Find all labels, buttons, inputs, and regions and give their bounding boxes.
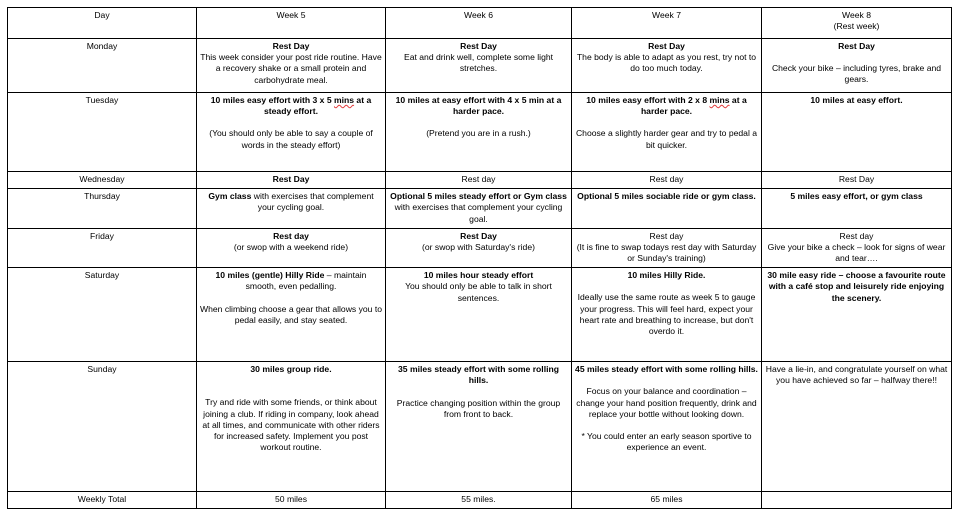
cell-wednesday-week7: Rest day bbox=[572, 172, 762, 189]
row-label-weekly-total: Weekly Total bbox=[8, 492, 197, 509]
row-label-monday: Monday bbox=[8, 39, 197, 93]
cell-friday-week5: Rest day (or swop with a weekend ride) bbox=[197, 228, 386, 268]
table-row-tuesday bbox=[8, 93, 952, 172]
cell-wednesday-week6: Rest day bbox=[386, 172, 572, 189]
cell-tuesday-week6: 10 miles at easy effort with 4 x 5 min at a harder pace. (Pretend you are in a rush.) bbox=[386, 93, 572, 172]
spacer bbox=[200, 375, 382, 386]
spacer bbox=[575, 420, 758, 431]
header-week8 bbox=[762, 8, 952, 39]
row-label-tuesday: Tuesday bbox=[8, 93, 197, 172]
cell-tuesday-week5: 10 miles easy effort with 3 x 5 mins at a steady effort. (You should only be able to say a couple of words in the steady effort) bbox=[197, 93, 386, 172]
spellcheck-word: mins bbox=[333, 95, 355, 105]
table-row-saturday bbox=[8, 268, 952, 362]
table-row-thursday bbox=[8, 189, 952, 229]
cell-saturday-week7: 10 miles Hilly Ride. Ideally use the same route as week 5 to gauge your progress. This will feel hard, expect your heart rate and breathing to increase, but don't overdo it. bbox=[572, 268, 762, 362]
spacer bbox=[389, 387, 568, 398]
cell-total-week8 bbox=[762, 492, 952, 509]
cell-thursday-week7: Optional 5 miles sociable ride or gym class. bbox=[572, 189, 762, 229]
row-label-wednesday: Wednesday bbox=[8, 172, 197, 189]
row-label-thursday: Thursday bbox=[8, 189, 197, 229]
spacer bbox=[575, 375, 758, 386]
row-label-saturday: Saturday bbox=[8, 268, 197, 362]
table-header-row bbox=[8, 8, 952, 39]
table-row-wednesday bbox=[8, 172, 952, 189]
cell-sunday-week5: 30 miles group ride. Try and ride with some friends, or think about joining a club. If riding in company, look ahead at all times, and communicate with other riders for increased safety. Implement you post workout routine. bbox=[197, 362, 386, 492]
cell-sunday-week8: Have a lie-in, and congratulate yourself on what you have achieved so far – halfway there!! bbox=[762, 362, 952, 492]
cell-sunday-week7: 45 miles steady effort with some rolling hills. Focus on your balance and coordination – change your hand position frequently, drink and replace your bottle without looking down. * You could enter an early season sportive to experience an event. bbox=[572, 362, 762, 492]
table-row-monday bbox=[8, 39, 952, 93]
cell-monday-week8: Rest Day Check your bike – including tyres, brake and gears. bbox=[762, 39, 952, 93]
training-plan-sheet bbox=[7, 7, 951, 509]
cell-monday-week5: Rest Day This week consider your post ride routine. Have a recovery shake or a small protein and carbohydrate meal. bbox=[197, 39, 386, 93]
cell-thursday-week5: Gym class with exercises that complement your cycling goal. bbox=[197, 189, 386, 229]
spacer bbox=[200, 117, 382, 128]
cell-tuesday-week8: 10 miles at easy effort. bbox=[762, 93, 952, 172]
cell-saturday-week6: 10 miles hour steady effort You should only be able to talk in short sentences. bbox=[386, 268, 572, 362]
cell-tuesday-week7: 10 miles easy effort with 2 x 8 mins at a harder pace. Choose a slightly harder gear and try to pedal a bit quicker. bbox=[572, 93, 762, 172]
row-label-friday: Friday bbox=[8, 228, 197, 268]
table-row-sunday bbox=[8, 362, 952, 492]
spellcheck-word: mins bbox=[709, 95, 730, 105]
cell-monday-week6: Rest Day Eat and drink well, complete some light stretches. bbox=[386, 39, 572, 93]
cell-friday-week7: Rest day (It is fine to swap todays rest day with Saturday or Sunday's training) bbox=[572, 228, 762, 268]
spacer bbox=[575, 117, 758, 128]
cell-thursday-week8: 5 miles easy effort, or gym class bbox=[762, 189, 952, 229]
cell-wednesday-week5: Rest Day bbox=[197, 172, 386, 189]
header-day: Day bbox=[8, 8, 197, 39]
spacer bbox=[389, 117, 568, 128]
row-label-sunday: Sunday bbox=[8, 362, 197, 492]
sunday-week7-footnote: * You could enter an early season sportive to experience an event. bbox=[581, 430, 752, 453]
cell-sunday-week6: 35 miles steady effort with some rolling hills. Practice changing position within the group from front to back. bbox=[386, 362, 572, 492]
spacer bbox=[200, 386, 382, 397]
cell-saturday-week5: 10 miles (gentle) Hilly Ride – maintain smooth, even pedalling. When climbing choose a gear that allows you to pedal easily, and stay seated. bbox=[197, 268, 386, 362]
cell-total-week5: 50 miles bbox=[197, 492, 386, 509]
cell-monday-week7: Rest Day The body is able to adapt as you rest, try not to do too much today. bbox=[572, 39, 762, 93]
cell-total-week6: 55 miles. bbox=[386, 492, 572, 509]
training-plan-table bbox=[7, 7, 952, 509]
header-week7: Week 7 bbox=[572, 8, 762, 39]
spacer bbox=[765, 52, 948, 63]
header-week5: Week 5 bbox=[197, 8, 386, 39]
table-row-friday bbox=[8, 228, 952, 268]
spacer bbox=[200, 293, 382, 304]
cell-thursday-week6: Optional 5 miles steady effort or Gym class with exercises that complement your cycling goal. bbox=[386, 189, 572, 229]
cell-wednesday-week8: Rest Day bbox=[762, 172, 952, 189]
header-week8-title: Week 8 bbox=[842, 10, 871, 20]
table-row-weekly-total bbox=[8, 492, 952, 509]
spacer bbox=[575, 281, 758, 292]
cell-saturday-week8: 30 mile easy ride – choose a favourite route with a café stop and leisurely ride enjoying the scenery. bbox=[762, 268, 952, 362]
header-week6: Week 6 bbox=[386, 8, 572, 39]
cell-friday-week8: Rest day Give your bike a check – look for signs of wear and tear…. bbox=[762, 228, 952, 268]
cell-total-week7: 65 miles bbox=[572, 492, 762, 509]
header-week8-subtitle: (Rest week) bbox=[833, 21, 880, 32]
cell-friday-week6: Rest Day (or swop with Saturday's ride) bbox=[386, 228, 572, 268]
